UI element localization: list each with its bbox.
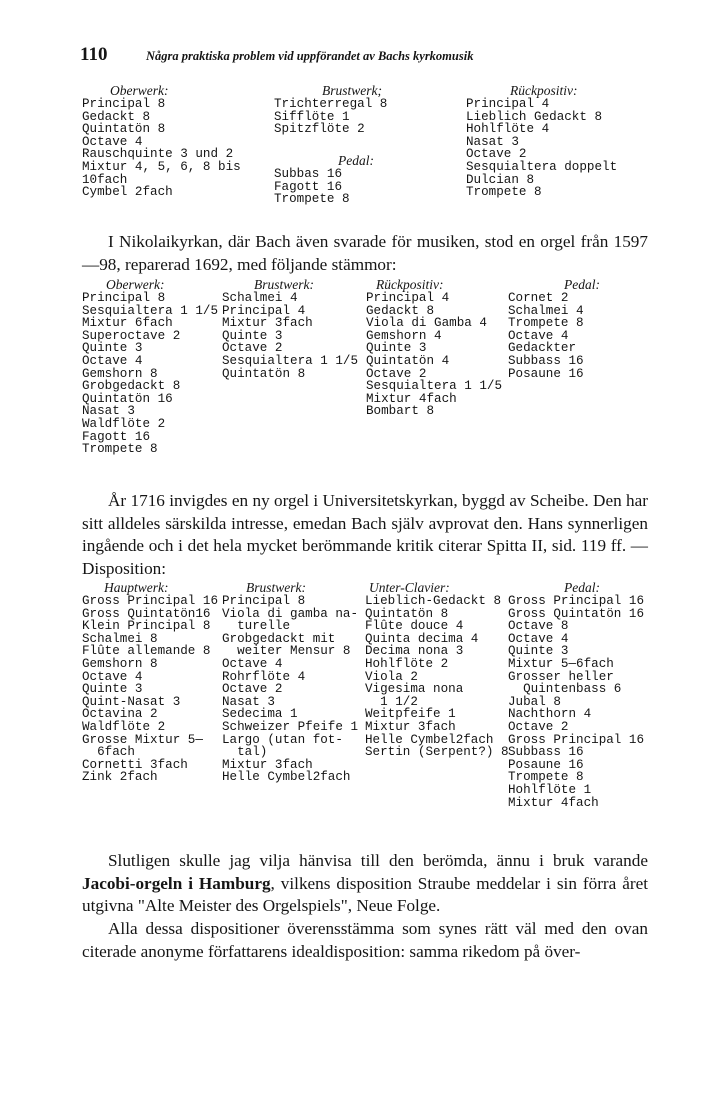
stop-item: Schalmei 4 bbox=[508, 303, 584, 318]
s3-hauptwerk bbox=[82, 580, 218, 784]
stop-item: Quinte 3 bbox=[82, 682, 143, 697]
paragraph-nikolaikyrkan-text: I Nikolaikyrkan, där Bach även svarade för musiken, stod en orgel från 1597—98, reparerad 1692, med följande stämmor: bbox=[82, 232, 648, 274]
stop-item: Principal 4 bbox=[466, 97, 550, 111]
s2-rueckpositiv bbox=[366, 277, 502, 418]
stop-item: Principal 8 bbox=[82, 291, 166, 305]
stop-item: Trichterregal 8 bbox=[274, 97, 388, 111]
stop-item: Octave 4 bbox=[222, 656, 283, 671]
s1-oberwerk-title: Oberwerk: bbox=[110, 83, 169, 98]
stop-item: Octave 4 bbox=[82, 669, 143, 684]
stop-item: Nasat 3 bbox=[466, 134, 519, 149]
paragraph-jacobi-orgeln-text bbox=[82, 850, 648, 918]
stop-item: Fagott 16 bbox=[82, 429, 151, 444]
stop-item: Gedackt 8 bbox=[82, 109, 151, 124]
stop-item: Sedecima 1 bbox=[222, 707, 298, 722]
stop-item: Octave 4 bbox=[508, 631, 569, 646]
stop-item: 1 1/2 bbox=[365, 694, 418, 709]
stop-item: Quinte 3 bbox=[82, 341, 143, 356]
stop-item: Gedackt 8 bbox=[366, 303, 435, 318]
stop-item: Principal 4 bbox=[222, 303, 306, 318]
stop-item: Gross Quintatön16 bbox=[82, 606, 211, 621]
stop-item: 6fach bbox=[82, 745, 135, 760]
s2-pedal bbox=[508, 277, 600, 380]
stop-item: Nasat 3 bbox=[82, 404, 135, 419]
stop-item: Cymbel 2fach bbox=[82, 185, 173, 200]
jacobi-text-after: , vilkens disposition Straube meddelar i sin förra året utgivna "Alte Meister des Orgelspiels", Neue Folge. bbox=[82, 873, 648, 916]
stop-item: Dulcian 8 bbox=[466, 172, 535, 187]
stop-item: Octave 8 bbox=[508, 619, 569, 634]
stop-item: Cornet 2 bbox=[508, 291, 569, 305]
s2-oberwerk bbox=[82, 277, 218, 456]
stop-item: Sesquialtera 1 1/5 bbox=[366, 379, 503, 394]
stop-item: Grosser heller bbox=[508, 669, 614, 684]
stop-item: Sesquialtera doppelt bbox=[466, 159, 618, 174]
stop-item: Gemshorn 8 bbox=[82, 656, 158, 671]
stop-item: Quinte 3 bbox=[222, 328, 283, 343]
stop-item: Quintatön 8 bbox=[82, 122, 166, 137]
stop-item: Posaune 16 bbox=[508, 757, 584, 772]
stop-item: Octave 2 bbox=[366, 366, 427, 381]
stop-item: turelle bbox=[222, 619, 291, 634]
stop-item: Grosse Mixtur 5— bbox=[82, 732, 203, 747]
stop-item: Gedackter bbox=[508, 341, 577, 356]
stop-item: Waldflöte 2 bbox=[82, 416, 166, 431]
paragraph-universitetskyrkan-text: År 1716 invigdes en ny orgel i Universitetskyrkan, byggd av Scheibe. Den har sitt alldeles särskilda intresse, emedan Bach själv avprovat den. Hans synnerligen ingående och i det hela mycket berömmande kritik citerar Spitta II, sid. 119 ff. — Disposition: bbox=[82, 491, 648, 578]
s1-rueckpositiv-list bbox=[466, 98, 617, 199]
stop-item: Principal 8 bbox=[222, 594, 306, 608]
s1-brustwerk-title: Brustwerk; bbox=[322, 83, 382, 98]
s1-brustwerk-list bbox=[274, 98, 387, 136]
stop-item: Helle Cymbel2fach bbox=[222, 770, 351, 785]
stop-item: Jubal 8 bbox=[508, 694, 561, 709]
stop-item: Trompete 8 bbox=[508, 770, 584, 785]
s1-oberwerk-list bbox=[82, 98, 241, 199]
stop-item: Nachthorn 4 bbox=[508, 707, 592, 722]
stop-item: Gemshorn 4 bbox=[366, 328, 442, 343]
stop-item: Nasat 3 bbox=[222, 694, 275, 709]
s2-oberwerk-list bbox=[82, 292, 218, 456]
s3-hauptwerk-list bbox=[82, 595, 218, 784]
stop-item: Quintatön 4 bbox=[366, 353, 450, 368]
s2-brustwerk-list bbox=[222, 292, 358, 380]
stop-item: Sifflöte 1 bbox=[274, 109, 350, 124]
paragraph-dispositioner-text: Alla dessa dispositioner överensstämma som synes rätt väl med den ovan citerade anonyme författarens idealdisposition: samma rikedom på över- bbox=[82, 919, 648, 961]
stop-item: Principal 4 bbox=[366, 291, 450, 305]
stop-item: Flûte allemande 8 bbox=[82, 644, 211, 659]
stop-item: Klein Principal 8 bbox=[82, 619, 211, 634]
stop-item: Trompete 8 bbox=[82, 442, 158, 457]
paragraph-jacobi-orgeln bbox=[82, 850, 648, 918]
stop-item: Schweizer Pfeife 1 bbox=[222, 719, 359, 734]
s2-oberwerk-title: Oberwerk: bbox=[106, 277, 165, 292]
stop-item: Viola 2 bbox=[365, 669, 418, 684]
s2-brustwerk bbox=[222, 277, 358, 380]
s3-brustwerk bbox=[222, 580, 358, 784]
stop-item: Posaune 16 bbox=[508, 366, 584, 381]
stop-item: Lieblich Gedackt 8 bbox=[466, 109, 603, 124]
stop-item: Octave 2 bbox=[222, 682, 283, 697]
stop-item: Subbas 16 bbox=[274, 167, 343, 181]
stop-item: Mixtur 4fach bbox=[366, 391, 457, 406]
stop-item: Superoctave 2 bbox=[82, 328, 181, 343]
s1-brustwerk bbox=[274, 83, 387, 136]
stop-item: Weitpfeife 1 bbox=[365, 707, 456, 722]
stop-item: Gross Principal 16 bbox=[508, 594, 645, 608]
stop-item: Mixtur 4fach bbox=[508, 795, 599, 810]
stop-item: Zink 2fach bbox=[82, 770, 158, 785]
stop-item: Octave 4 bbox=[82, 134, 143, 149]
stop-item: Quinta decima 4 bbox=[365, 631, 479, 646]
stop-item: Principal 8 bbox=[82, 97, 166, 111]
s1-oberwerk bbox=[82, 83, 241, 199]
stop-item: Octave 2 bbox=[222, 341, 283, 356]
stop-item: Quint-Nasat 3 bbox=[82, 694, 181, 709]
stop-item: Sesquialtera 1 1/5 bbox=[222, 353, 359, 368]
stop-item: Quinte 3 bbox=[508, 644, 569, 659]
stop-item: Schalmei 8 bbox=[82, 631, 158, 646]
stop-item: Hohlflöte 4 bbox=[466, 122, 550, 137]
stop-item: Helle Cymbel2fach bbox=[365, 732, 494, 747]
s2-brustwerk-title: Brustwerk: bbox=[254, 277, 314, 292]
s3-unterclavier bbox=[365, 580, 509, 759]
stop-item: Octave 2 bbox=[466, 147, 527, 162]
stop-item: Lieblich-Gedackt 8 bbox=[365, 594, 502, 608]
s3-brustwerk-list bbox=[222, 595, 358, 784]
stop-item: Cornetti 3fach bbox=[82, 757, 188, 772]
jacobi-orgeln-bold: Jacobi-orgeln i Hamburg bbox=[82, 873, 271, 893]
stop-item: Quinte 3 bbox=[366, 341, 427, 356]
stop-item: Mixtur 3fach bbox=[222, 316, 313, 331]
running-title: Några praktiska problem vid uppförandet av Bachs kyrkomusik bbox=[146, 49, 474, 63]
stop-item: Rauschquinte 3 und 2 bbox=[82, 147, 234, 162]
stop-item: Grobgedackt 8 bbox=[82, 379, 181, 394]
s3-hauptwerk-title: Hauptwerk: bbox=[104, 580, 169, 595]
stop-item: Mixtur 5—6fach bbox=[508, 656, 614, 671]
stop-item: Octave 4 bbox=[508, 328, 569, 343]
s3-pedal bbox=[508, 580, 644, 809]
page-number: 110 bbox=[80, 44, 108, 65]
jacobi-text-before: Slutligen skulle jag vilja hänvisa till den berömda, ännu i bruk varande bbox=[108, 851, 648, 870]
stop-item: Mixtur 4, 5, 6, 8 bis bbox=[82, 159, 241, 174]
stop-item: weiter Mensur 8 bbox=[222, 644, 351, 659]
paragraph-dispositioner bbox=[82, 918, 648, 963]
s3-brustwerk-title: Brustwerk: bbox=[246, 580, 306, 595]
stop-item: Gross Principal 16 bbox=[508, 732, 645, 747]
stop-item: Vigesima nona bbox=[365, 682, 464, 697]
stop-item: Trompete 8 bbox=[274, 192, 350, 207]
stop-item: Quintenbass 6 bbox=[508, 682, 622, 697]
stop-item: Quintatön 8 bbox=[365, 606, 449, 621]
stop-item: Viola di Gamba 4 bbox=[366, 316, 487, 331]
stop-item: Gross Quintatön 16 bbox=[508, 606, 645, 621]
s2-pedal-title: Pedal: bbox=[564, 277, 600, 292]
stop-item: Quintatön 16 bbox=[82, 391, 173, 406]
s1-rueckpositiv-title: Rückpositiv: bbox=[510, 83, 578, 98]
stop-item: Grobgedackt mit bbox=[222, 631, 336, 646]
stop-item: Mixtur 6fach bbox=[82, 316, 173, 331]
stop-item: Gross Principal 16 bbox=[82, 594, 219, 608]
paragraph-nikolaikyrkan bbox=[82, 231, 648, 276]
stop-item: Octave 4 bbox=[82, 353, 143, 368]
stop-item: tal) bbox=[222, 745, 268, 760]
stop-item: Waldflöte 2 bbox=[82, 719, 166, 734]
s2-pedal-list bbox=[508, 292, 600, 380]
stop-item: Quintatön 8 bbox=[222, 366, 306, 381]
stop-item: Flûte douce 4 bbox=[365, 619, 464, 634]
s3-pedal-list bbox=[508, 595, 644, 809]
stop-item: Subbass 16 bbox=[508, 353, 584, 368]
stop-item: Trompete 8 bbox=[508, 316, 584, 331]
stop-item: Octavina 2 bbox=[82, 707, 158, 722]
paragraph-universitetskyrkan bbox=[82, 490, 648, 580]
stop-item: 10fach bbox=[82, 172, 128, 187]
stop-item: Trompete 8 bbox=[466, 185, 542, 200]
stop-item: Hohlflöte 2 bbox=[365, 656, 449, 671]
stop-item: Hohlflöte 1 bbox=[508, 782, 592, 797]
stop-item: Schalmei 4 bbox=[222, 291, 298, 305]
stop-item: Viola di gamba na- bbox=[222, 606, 359, 621]
stop-item: Octave 2 bbox=[508, 719, 569, 734]
stop-item: Fagott 16 bbox=[274, 179, 343, 194]
stop-item: Mixtur 3fach bbox=[222, 757, 313, 772]
s2-rueckpositiv-title: Rückpositiv: bbox=[376, 277, 444, 292]
stop-item: Sertin (Serpent?) 8 bbox=[365, 745, 509, 760]
stop-item: Spitzflöte 2 bbox=[274, 122, 365, 137]
s3-pedal-title: Pedal: bbox=[564, 580, 600, 595]
s1-pedal-title: Pedal: bbox=[338, 153, 374, 168]
stop-item: Subbass 16 bbox=[508, 745, 584, 760]
s3-unterclavier-title: Unter-Clavier: bbox=[369, 580, 450, 595]
s1-rueckpositiv bbox=[466, 83, 617, 199]
s1-pedal-list bbox=[274, 168, 374, 206]
stop-item: Rohrflöte 4 bbox=[222, 669, 306, 684]
s1-pedal bbox=[274, 153, 374, 206]
s3-unterclavier-list bbox=[365, 595, 509, 759]
stop-item: Largo (utan fot- bbox=[222, 732, 343, 747]
stop-item: Sesquialtera 1 1/5 bbox=[82, 303, 219, 318]
stop-item: Mixtur 3fach bbox=[365, 719, 456, 734]
stop-item: Gemshorn 8 bbox=[82, 366, 158, 381]
stop-item: Bombart 8 bbox=[366, 404, 435, 419]
s2-rueckpositiv-list bbox=[366, 292, 502, 418]
stop-item: Decima nona 3 bbox=[365, 644, 464, 659]
